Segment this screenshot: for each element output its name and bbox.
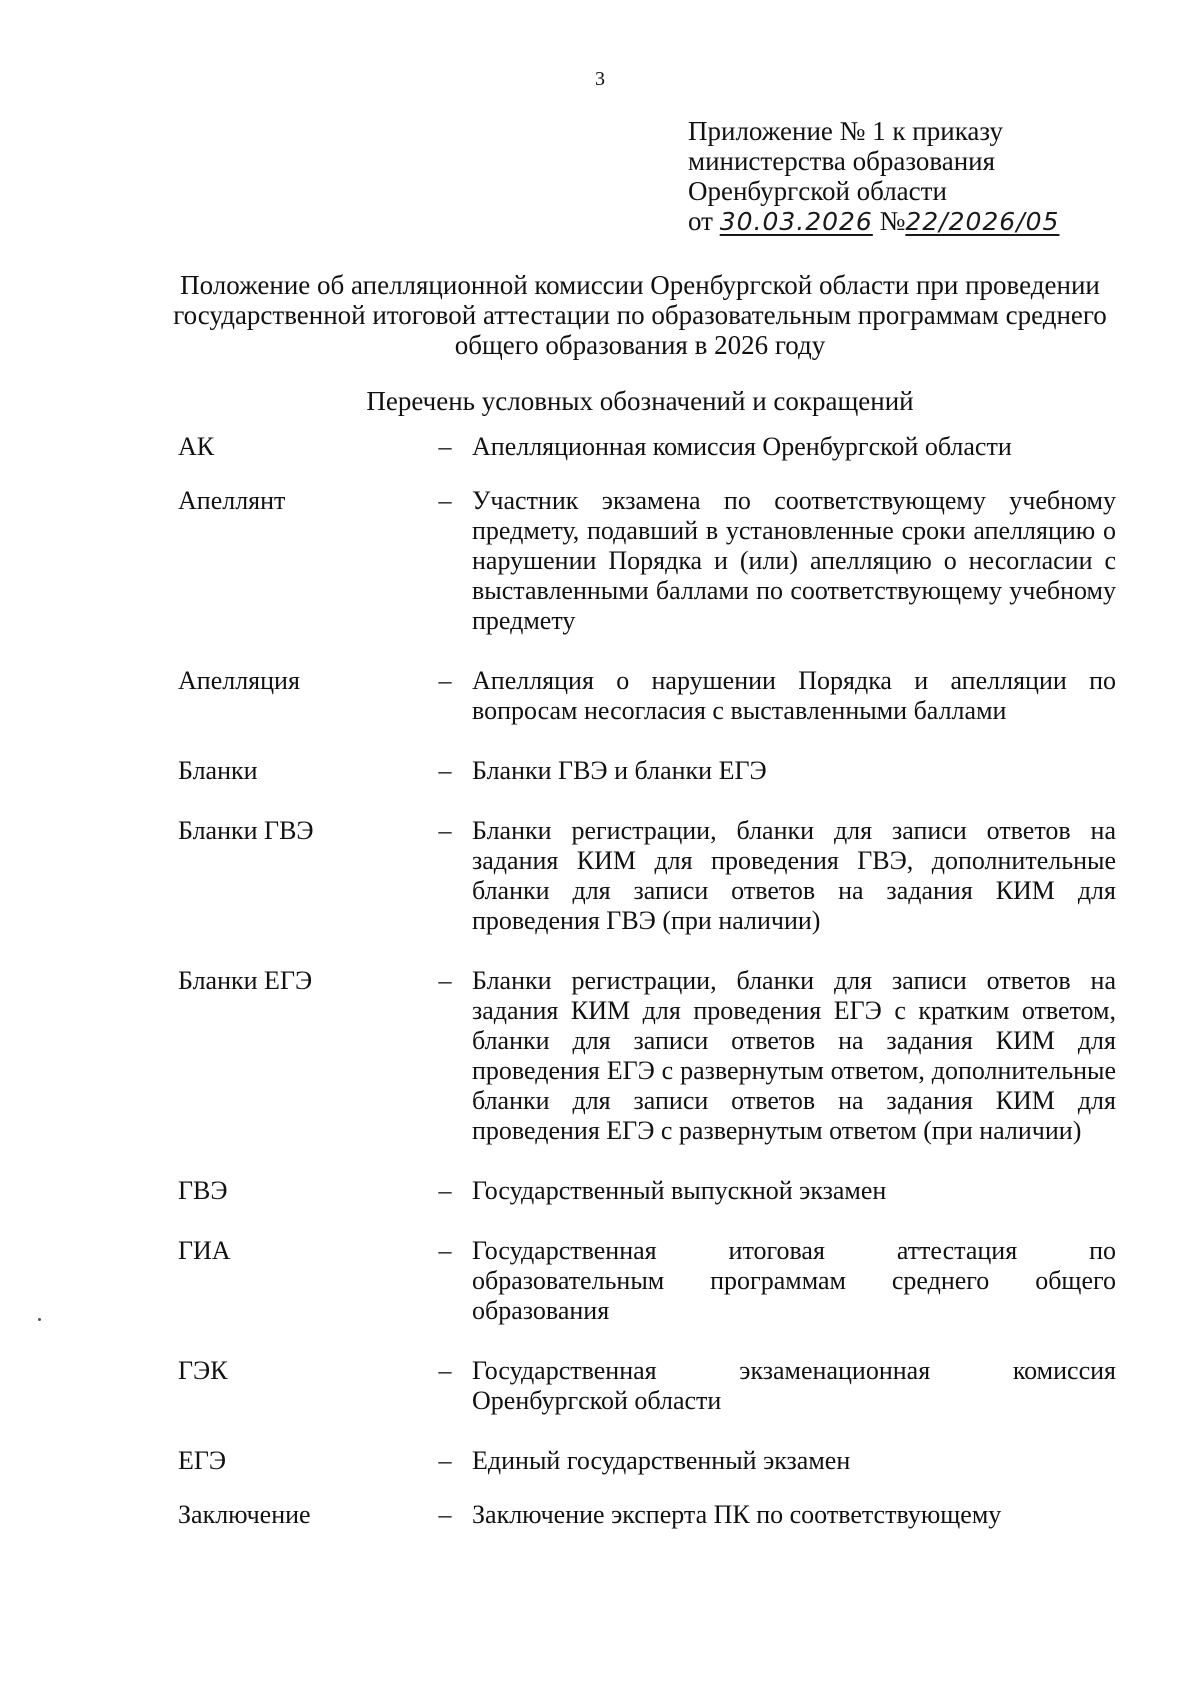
abbreviation-dash: –	[438, 1236, 452, 1265]
abbreviation-definition: Бланки регистрации, бланки для записи ответов на задания КИМ для проведения ЕГЭ с кратким ответом, бланки для записи ответов на задания КИМ для проведения ЕГЭ с развернутым ответом, дополнительные бланки для записи ответов на задания КИМ для проведения ЕГЭ с развернутым ответом (при наличии)	[472, 966, 1116, 1145]
abbreviation-term: Бланки	[178, 756, 258, 785]
appendix-header	[688, 116, 1059, 237]
abbreviation-term: Апеллянт	[178, 486, 286, 515]
abbreviation-row	[178, 966, 1116, 1146]
abbreviation-row	[178, 486, 1116, 636]
abbreviation-dash: –	[438, 486, 452, 515]
abbreviation-dash: –	[438, 816, 452, 845]
abbreviation-term: ГВЭ	[178, 1176, 228, 1205]
appendix-line-2: министерства образования	[688, 146, 996, 176]
abbreviation-term: АК	[178, 432, 215, 461]
section-subtitle: Перечень условных обозначений и сокращений	[366, 386, 914, 416]
abbreviation-row	[178, 1500, 1116, 1530]
number-prefix: №	[879, 206, 906, 236]
scan-speck	[38, 1318, 41, 1321]
abbreviation-definition: Бланки ГВЭ и бланки ЕГЭ	[472, 756, 767, 785]
abbreviation-dash: –	[438, 756, 452, 785]
page-number: 3	[595, 68, 605, 90]
abbreviation-definition: Государственная итоговая аттестация по образовательным программам среднего общего образования	[472, 1236, 1116, 1325]
abbreviation-dash: –	[438, 1500, 452, 1529]
abbreviation-dash: –	[438, 432, 452, 461]
abbreviation-row	[178, 1236, 1116, 1326]
abbreviation-row	[178, 816, 1116, 936]
abbreviation-list	[178, 432, 1116, 1530]
document-title: Положение об апелляционной комиссии Оренбургской области при проведении государственной итоговой аттестации по образовательным программам среднего общего образования в 2026 году	[173, 270, 1107, 360]
abbreviation-term: Бланки ГВЭ	[178, 816, 314, 845]
abbreviation-dash: –	[438, 966, 452, 995]
abbreviation-row	[178, 1446, 1116, 1476]
abbreviation-definition: Единый государственный экзамен	[472, 1446, 851, 1475]
abbreviation-term: ГИА	[178, 1236, 231, 1265]
abbreviation-row	[178, 432, 1116, 462]
appendix-date-line	[688, 206, 1059, 237]
abbreviation-term: ЕГЭ	[178, 1446, 227, 1475]
date-prefix: от	[688, 206, 713, 236]
abbreviation-row	[178, 1356, 1116, 1416]
abbreviation-definition: Заключение эксперта ПК по соответствующему	[472, 1500, 1002, 1529]
abbreviation-term: Апелляция	[178, 666, 300, 695]
abbreviation-row	[178, 666, 1116, 726]
abbreviation-dash: –	[438, 666, 452, 695]
abbreviation-definition: Апелляционная комиссия Оренбургской области	[472, 432, 1012, 461]
handwritten-date: 30.03.2026	[719, 207, 873, 236]
appendix-line-1: Приложение № 1 к приказу	[688, 116, 1003, 146]
abbreviation-term: ГЭК	[178, 1356, 228, 1385]
abbreviation-term: Бланки ЕГЭ	[178, 966, 313, 995]
abbreviation-definition: Бланки регистрации, бланки для записи ответов на задания КИМ для проведения ГВЭ, дополнительные бланки для записи ответов на задания КИМ для проведения ГВЭ (при наличии)	[472, 816, 1116, 935]
abbreviation-dash: –	[438, 1176, 452, 1205]
abbreviation-definition: Апелляция о нарушении Порядка и апелляции по вопросам несогласия с выставленными баллами	[472, 666, 1116, 725]
handwritten-number: 22/2026/05	[905, 207, 1060, 236]
abbreviation-definition: Государственный выпускной экзамен	[472, 1176, 887, 1205]
abbreviation-row	[178, 756, 1116, 786]
abbreviation-dash: –	[438, 1446, 452, 1475]
abbreviation-definition: Государственная экзаменационная комиссия Оренбургской области	[472, 1356, 1116, 1415]
abbreviation-row	[178, 1176, 1116, 1206]
abbreviation-dash: –	[438, 1356, 452, 1385]
abbreviation-term: Заключение	[178, 1500, 311, 1529]
appendix-line-3: Оренбургской области	[688, 176, 947, 206]
abbreviation-definition: Участник экзамена по соответствующему учебному предмету, подавший в установленные сроки апелляцию о нарушении Порядка и (или) апелляцию о несогласии с выставленными баллами по соответствующему учебному предмету	[472, 486, 1116, 635]
